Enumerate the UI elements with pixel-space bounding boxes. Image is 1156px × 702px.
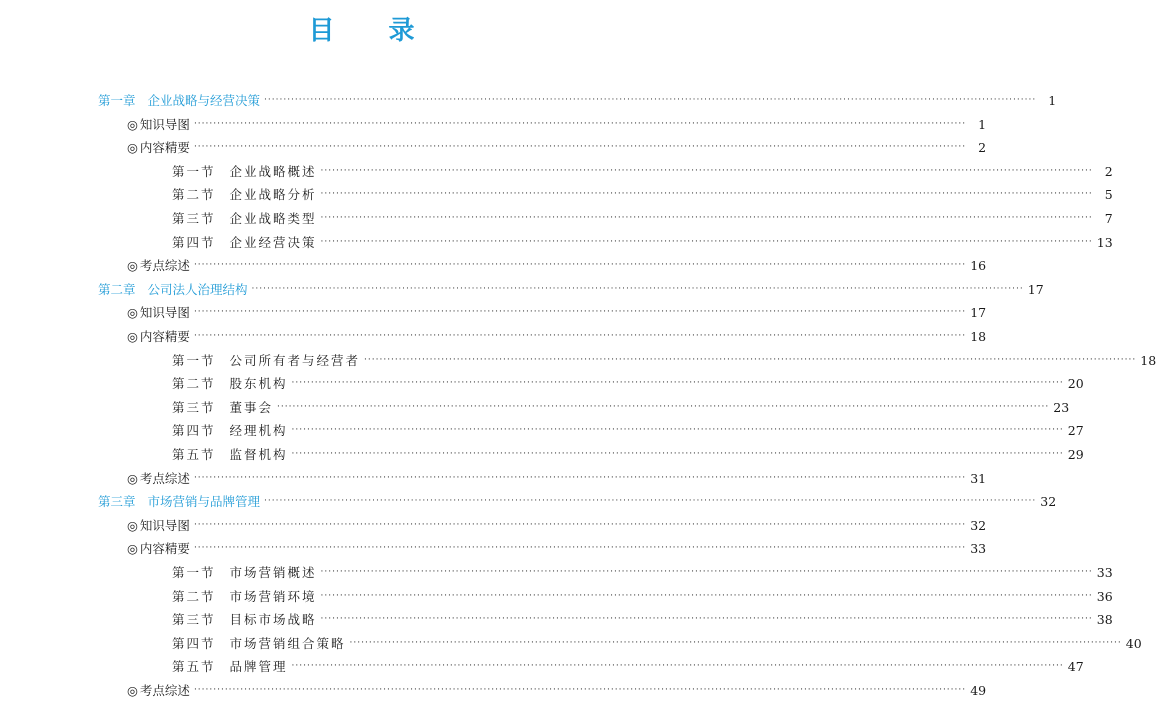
toc-page-number: 5 — [1104, 187, 1113, 203]
toc-entry-text: 知识导图 — [139, 116, 190, 132]
dot-leader: ········································································································································································································ — [277, 401, 1050, 412]
dot-leader: ········································································································································································································ — [291, 661, 1064, 672]
toc-entry-number: 第四节 — [172, 423, 216, 439]
toc-entry-number: 第一章 — [98, 93, 136, 108]
toc-entry-text: 品牌管理 — [229, 659, 288, 675]
toc-entry-text: 企业战略与经营决策 — [147, 93, 261, 108]
circle-bullet-icon: ◎ — [127, 116, 138, 132]
toc-entry-label — [172, 207, 317, 230]
toc-sub-row[interactable] — [127, 254, 987, 277]
toc-page-number: 32 — [970, 517, 987, 533]
dot-leader: ········································································································································································································ — [364, 354, 1137, 365]
toc-page-number: 38 — [1096, 612, 1113, 628]
toc-entry-label — [172, 396, 273, 419]
dot-leader: ········································································································································································································ — [193, 472, 967, 483]
circle-bullet-icon: ◎ — [127, 470, 138, 486]
toc-sec-row[interactable] — [172, 561, 1113, 584]
toc-sec-row[interactable] — [172, 632, 1142, 655]
toc-page-number: 1 — [978, 116, 987, 132]
toc-entry-label — [98, 89, 260, 112]
toc-entry-text: 知识导图 — [139, 517, 190, 533]
toc-entry-number: 第四节 — [172, 234, 216, 250]
dot-leader: ········································································································································································································ — [291, 449, 1064, 459]
toc-entry-text: 市场营销与品牌管理 — [147, 494, 261, 510]
toc-sub-row[interactable] — [127, 301, 987, 324]
toc-entry-label — [127, 136, 190, 159]
toc-sub-row[interactable] — [127, 467, 987, 490]
toc-page-number: 2 — [978, 140, 987, 156]
toc-page-number: 29 — [1067, 447, 1084, 462]
dot-leader: ········································································································································································································ — [320, 236, 1093, 247]
dot-leader: ········································································································································································································ — [320, 614, 1093, 625]
toc-entry-text: 市场营销环境 — [229, 588, 317, 604]
toc-sec-row[interactable] — [172, 443, 1084, 466]
toc-entry-label — [172, 183, 317, 206]
page-title — [0, 10, 725, 47]
toc-sec-row[interactable] — [172, 655, 1084, 678]
toc-entry-text: 目标市场战略 — [229, 612, 317, 628]
toc-entry-text: 董事会 — [229, 399, 274, 415]
toc-page-number: 33 — [1096, 565, 1113, 580]
toc-entry-label — [127, 467, 190, 490]
toc-entry-label — [172, 655, 288, 678]
dot-leader: ········································································································································································································ — [251, 283, 1024, 294]
toc-sec-row[interactable] — [172, 207, 1113, 230]
toc-entry-number: 第二节 — [172, 187, 216, 203]
toc-entry-text: 企业经营决策 — [229, 234, 317, 250]
toc-entry-label — [172, 419, 288, 442]
toc-chapter-row[interactable] — [98, 278, 1044, 301]
dot-leader: ········································································································································································································ — [291, 378, 1064, 389]
toc-entry-text: 考点综述 — [139, 683, 190, 698]
toc-entry-number: 第三节 — [172, 399, 216, 415]
toc-page-number: 47 — [1067, 659, 1084, 675]
toc-entry-text: 企业战略分析 — [229, 187, 317, 203]
toc-page-number: 7 — [1104, 211, 1113, 226]
toc-entry-text: 企业战略类型 — [229, 211, 317, 226]
circle-bullet-icon: ◎ — [127, 329, 138, 344]
circle-bullet-icon: ◎ — [127, 541, 138, 557]
toc-entry-text: 考点综述 — [139, 258, 190, 274]
toc-entry-label — [172, 585, 317, 608]
toc-page-number: 13 — [1096, 234, 1113, 250]
toc-entry-label — [98, 490, 260, 513]
toc-entry-number: 第二章 — [98, 281, 136, 297]
circle-bullet-icon: ◎ — [127, 140, 138, 156]
toc-entry-number: 第三节 — [172, 211, 216, 226]
toc-entry-label — [172, 632, 346, 655]
toc-entry-text: 监督机构 — [229, 447, 288, 462]
title-char-2: 录 — [388, 16, 417, 46]
toc-entry-number: 第五节 — [172, 659, 216, 675]
dot-leader: ········································································································································································································ — [193, 685, 967, 695]
toc-sub-row[interactable] — [127, 514, 987, 537]
dot-leader: ········································································································································································································ — [193, 260, 967, 271]
toc-page-number: 16 — [970, 258, 987, 274]
circle-bullet-icon: ◎ — [127, 258, 138, 274]
toc-page-number: 33 — [970, 541, 987, 557]
dot-leader: ········································································································································································································ — [291, 425, 1064, 436]
dot-leader: ········································································································································································································ — [320, 590, 1093, 601]
toc-entry-label — [127, 301, 190, 324]
toc-entry-label — [127, 254, 190, 277]
toc-page-number: 18 — [970, 329, 987, 344]
toc-entry-number: 第二节 — [172, 376, 216, 392]
toc-sec-row[interactable] — [172, 160, 1113, 183]
toc-entry-number: 第五节 — [172, 447, 216, 462]
toc-entry-number: 第二节 — [172, 588, 216, 604]
toc-entry-number: 第一节 — [172, 565, 216, 580]
toc-entry-text: 公司法人治理结构 — [147, 281, 248, 297]
dot-leader: ········································································································································································································ — [264, 496, 1037, 507]
toc-page-number: 17 — [970, 305, 987, 321]
toc-page-number: 17 — [1027, 281, 1044, 297]
toc-entry-number: 第四节 — [172, 635, 216, 651]
toc-entry-number: 第三节 — [172, 612, 216, 628]
toc-sec-row[interactable] — [172, 419, 1084, 442]
toc-entry-number: 第一节 — [172, 352, 216, 368]
toc-sec-row[interactable] — [172, 372, 1084, 395]
toc-sec-row[interactable] — [172, 585, 1113, 608]
toc-sec-row[interactable] — [172, 349, 1156, 372]
toc-entry-label — [172, 608, 317, 631]
dot-leader: ········································································································································································································ — [264, 95, 1037, 105]
toc-entry-label — [127, 537, 190, 560]
toc-entry-text: 市场营销组合策略 — [229, 635, 346, 651]
toc-entry-label — [127, 679, 190, 702]
dot-leader: ········································································································································································································ — [320, 567, 1093, 577]
toc-page-number: 1 — [1048, 93, 1057, 108]
toc-page-number: 18 — [1140, 352, 1156, 368]
toc-entry-text: 经理机构 — [229, 423, 288, 439]
toc-entry-text: 市场营销概述 — [229, 565, 317, 580]
toc-entry-label — [127, 325, 190, 348]
toc-sec-row[interactable] — [172, 231, 1113, 254]
toc-entry-text: 内容精要 — [139, 329, 190, 344]
toc-sub-row[interactable] — [127, 537, 987, 560]
toc-page-number: 20 — [1067, 376, 1084, 392]
toc-entry-label — [172, 561, 317, 584]
dot-leader: ········································································································································································································ — [193, 142, 967, 153]
toc-sub-row[interactable] — [127, 679, 987, 702]
toc-entry-label — [172, 443, 288, 466]
toc-page-number: 2 — [1104, 163, 1113, 179]
toc-sub-row[interactable] — [127, 113, 987, 136]
toc-sec-row[interactable] — [172, 396, 1070, 419]
toc-page-number: 27 — [1067, 423, 1084, 439]
toc-entry-text: 内容精要 — [139, 140, 190, 156]
toc-page-number: 40 — [1125, 635, 1142, 651]
dot-leader: ········································································································································································································ — [193, 519, 967, 530]
toc-entry-text: 知识导图 — [139, 305, 190, 321]
dot-leader: ········································································································································································································ — [193, 331, 967, 341]
toc-entry-text: 公司所有者与经营者 — [229, 352, 361, 368]
toc-page-number: 31 — [970, 470, 987, 486]
dot-leader: ········································································································································································································ — [193, 307, 967, 318]
toc-entry-number: 第一节 — [172, 163, 216, 179]
toc-sub-row[interactable] — [127, 136, 987, 159]
toc-chapter-row[interactable] — [98, 490, 1057, 513]
toc-entry-text: 内容精要 — [139, 541, 190, 557]
dot-leader: ········································································································································································································ — [349, 637, 1122, 648]
toc-entry-label — [172, 372, 288, 395]
toc-sub-row[interactable] — [127, 325, 987, 348]
toc-entry-label — [172, 231, 317, 254]
toc-sec-row[interactable] — [172, 608, 1113, 631]
toc-page-number: 36 — [1096, 588, 1113, 604]
toc-entry-label — [127, 514, 190, 537]
toc-entry-label — [98, 278, 248, 301]
toc-entry-label — [172, 160, 317, 183]
toc-chapter-row[interactable] — [98, 89, 1057, 112]
toc-sec-row[interactable] — [172, 183, 1113, 206]
circle-bullet-icon: ◎ — [127, 683, 138, 698]
toc-page-number: 49 — [970, 683, 987, 698]
circle-bullet-icon: ◎ — [127, 305, 138, 321]
toc-entry-text: 考点综述 — [139, 470, 190, 486]
toc-page-number: 23 — [1053, 399, 1070, 415]
toc-entry-number: 第三章 — [98, 494, 136, 510]
dot-leader: ········································································································································································································ — [320, 165, 1093, 176]
toc-entry-text: 企业战略概述 — [229, 163, 317, 179]
dot-leader: ········································································································································································································ — [193, 543, 967, 554]
dot-leader: ········································································································································································································ — [320, 213, 1093, 223]
circle-bullet-icon: ◎ — [127, 517, 138, 533]
dot-leader: ········································································································································································································ — [193, 118, 967, 129]
toc-entry-text: 股东机构 — [229, 376, 288, 392]
dot-leader: ········································································································································································································ — [320, 189, 1093, 200]
title-char-1: 目 — [308, 16, 337, 46]
toc-entry-label — [127, 113, 190, 136]
toc-entry-label — [172, 349, 360, 372]
toc-page-number: 32 — [1040, 494, 1057, 510]
